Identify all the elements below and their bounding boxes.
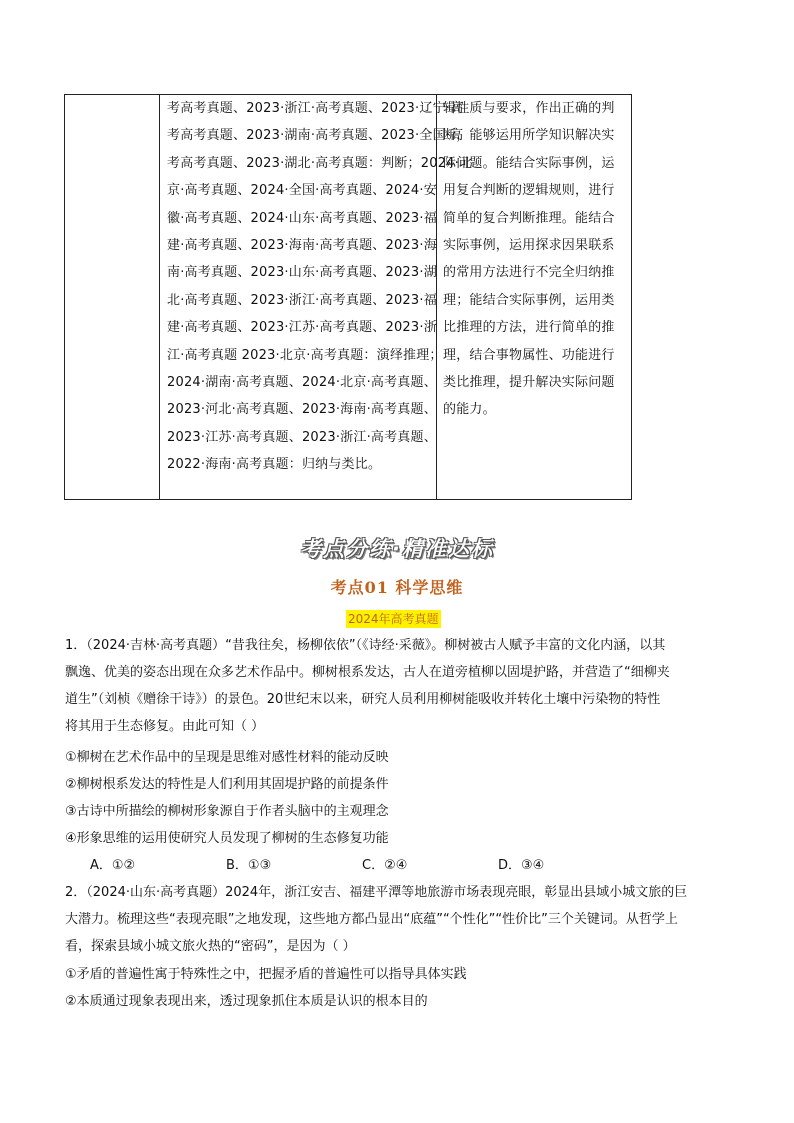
choice-b[interactable]: B．①③ (226, 858, 272, 873)
cell-line: 2023·河北·高考真题、2023·海南·高考真题、 (167, 402, 437, 418)
answer-choices (90, 852, 690, 879)
syllabus-table (64, 94, 632, 500)
cell-line: 类比推理，提升解决实际问题 (443, 375, 615, 391)
cell-line: 辑性质与要求，作出正确的判 (443, 101, 615, 116)
question-line: 2．（2024·山东·高考真题）2024年，浙江安吉、福建平潭等地旅游市场表现亮眼，彰显出县域小城文旅的巨 (65, 885, 688, 900)
cell-line: 2023·江苏·高考真题、2023·浙江·高考真题、 (167, 429, 437, 445)
question-line: 将其用于生态修复。由此可知（ ） (65, 719, 265, 734)
question-2-stem (65, 879, 730, 960)
question-line: 道生”（刘桢《赠徐干诗》）的景色。20世纪末以来，研究人员利用柳树能吸收并转化土壤中污染物的特性 (65, 692, 661, 707)
cell-line: 江·高考真题 2023·北京·高考真题：演绎推理； (167, 347, 443, 363)
cell-line: 考高考真题、2023·湖南·高考真题、2023·全国·高 (167, 128, 464, 144)
statement-option: ③古诗中所描绘的柳树形象源自于作者头脑中的主观理念 (65, 804, 389, 819)
cell-line: 建·高考真题、2023·海南·高考真题、2023·海 (167, 238, 437, 254)
cell-line: 北·高考真题、2023·浙江·高考真题、2023·福 (167, 292, 437, 308)
cell-line: 的常用方法进行不完全归纳推 (443, 265, 615, 281)
cell-line: 的能力。 (443, 402, 496, 418)
cell-line: 际问题。能结合实际事例，运 (443, 155, 615, 171)
requirement-cell (443, 95, 629, 424)
table-divider (159, 95, 160, 499)
choice-a[interactable]: A．①② (90, 858, 136, 873)
question-line: 飘逸、优美的姿态出现在众多艺术作品中。柳树根系发达，古人在道旁植柳以固堤护路，并营造了“细柳夹 (65, 665, 670, 680)
cell-line: 徽·高考真题、2024·山东·高考真题、2023·福 (167, 210, 437, 226)
cell-line: 京·高考真题、2024·全国·高考真题、2024·安 (167, 183, 437, 199)
year-tag: 2024年高考真题 (348, 612, 439, 626)
question-1-stem (65, 632, 730, 740)
choice-d[interactable]: D．③④ (498, 858, 545, 873)
cell-line: 实际事例，运用探求因果联系 (443, 238, 615, 254)
cell-line: 2024·湖南·高考真题、2024·北京·高考真题、 (167, 375, 437, 391)
statement-option: ④形象思维的运用使研究人员发现了柳树的生态修复功能 (65, 831, 389, 846)
statement-option: ①柳树在艺术作品中的呈现是思维对感性材料的能动反映 (65, 750, 389, 765)
cell-line: 建·高考真题、2023·江苏·高考真题、2023·浙 (167, 320, 437, 336)
cell-line: 2022·海南·高考真题：归纳与类比。 (167, 457, 382, 473)
question-line: 1．（2024·吉林·高考真题）“昔我往矣，杨柳依依”（《诗经·采薇》。柳树被古人赋予丰富的文化内涵，以其 (65, 638, 666, 653)
section-title: 考点01 科学思维 (330, 578, 464, 597)
statement-option: ②柳树根系发达的特性是人们利用其固堤护路的前提条件 (65, 777, 389, 792)
statement-option: ②本质通过现象表现出来，透过现象抓住本质是认识的根本目的 (65, 994, 428, 1009)
section-banner: 考点分练·精准达标 (300, 537, 494, 561)
cell-line: 用复合判断的逻辑规则，进行 (443, 183, 615, 199)
cell-line: 比推理的方法，进行简单的推 (443, 320, 615, 336)
cell-line: 断，能够运用所学知识解决实 (443, 128, 615, 144)
cell-line: 考高考真题、2023·浙江·高考真题、2023·辽宁·高 (167, 101, 464, 116)
question-line: 看，探索县域小城文旅火热的“密码”，是因为（ ） (65, 939, 356, 954)
question-line: 大潜力。梳理这些“表现亮眼”之地发现，这些地方都凸显出“底蕴”“个性化”“性价比”三个关键词。从哲学上 (65, 912, 678, 927)
choice-c[interactable]: C．②④ (362, 858, 408, 873)
cell-line: 简单的复合判断推理。能结合 (443, 210, 615, 226)
cell-line: 考高考真题、2023·湖北·高考真题：判断；2024·北 (167, 155, 473, 171)
cell-line: 南·高考真题、2023·山东·高考真题、2023·湖 (167, 265, 437, 281)
cell-line: 理；能结合实际事例，运用类 (443, 292, 615, 308)
cell-line: 理，结合事物属性、功能进行 (443, 347, 615, 363)
statement-option: ①矛盾的普遍性寓于特殊性之中，把握矛盾的普遍性可以指导具体实践 (65, 967, 467, 982)
